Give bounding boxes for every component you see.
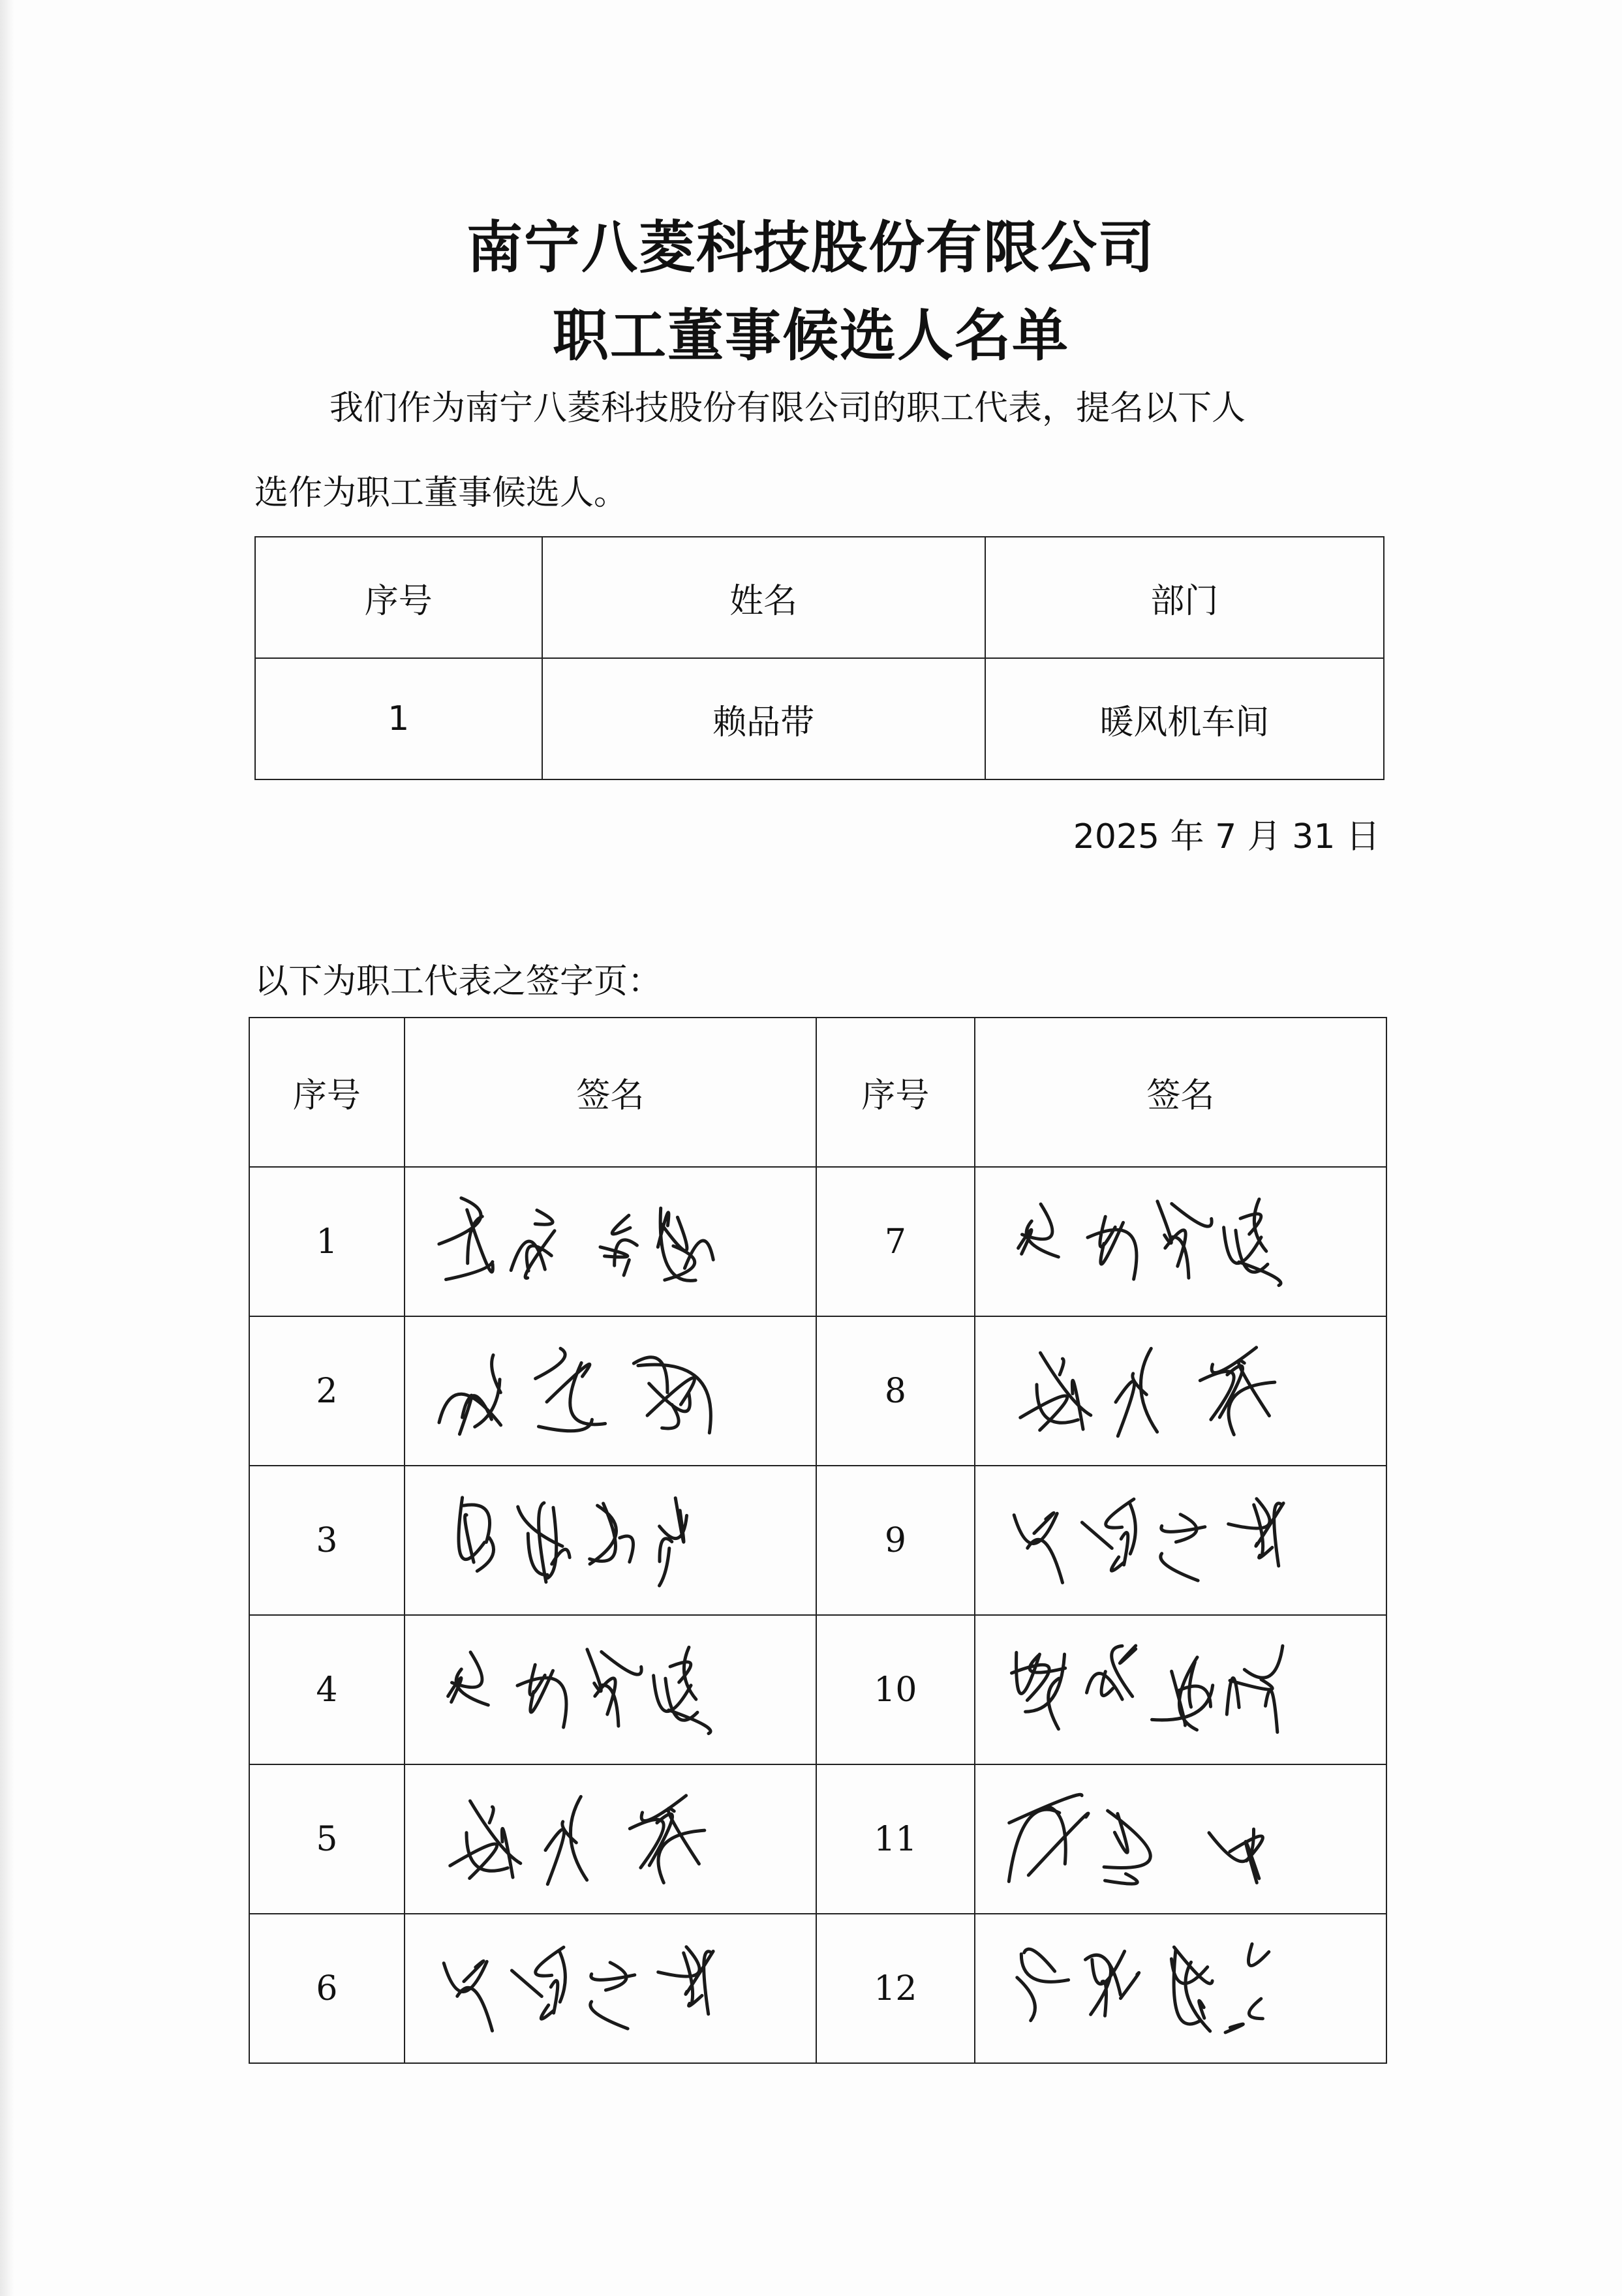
signature-left (405, 1615, 816, 1764)
handwritten-signature-image (425, 1177, 738, 1308)
signature-index-right: 8 (816, 1316, 975, 1466)
handwritten-signature-image (425, 1924, 738, 2055)
intro-line-2: 选作为职工董事候选人。 (254, 474, 628, 513)
nominee-name: 赖品带 (542, 658, 985, 779)
signature-index-right: 9 (816, 1466, 975, 1615)
intro-line-1: 我们作为南宁八菱科技股份有限公司的职工代表，提名以下人 (329, 389, 1246, 428)
signature-index-left: 2 (249, 1316, 405, 1466)
handwritten-signature-image (995, 1476, 1308, 1607)
header-department: 部门 (985, 537, 1384, 658)
header-name: 姓名 (542, 537, 985, 658)
signature-index-right: 11 (816, 1764, 975, 1914)
signature-right (975, 1316, 1386, 1466)
signature-right (975, 1764, 1386, 1914)
nominee-table (254, 536, 1385, 780)
handwritten-signature-image (995, 1327, 1308, 1457)
handwritten-signature-image (995, 1177, 1308, 1308)
signature-index-left: 5 (249, 1764, 405, 1914)
signature-row (249, 1316, 1386, 1466)
signature-left (405, 1914, 816, 2063)
signature-left (405, 1466, 816, 1615)
signature-intro: 以下为职工代表之签字页： (254, 962, 662, 1001)
signature-header-row (249, 1018, 1386, 1167)
signature-index-left: 4 (249, 1615, 405, 1764)
document-date: 2025 年 7 月 31 日 (1073, 817, 1380, 856)
nominee-header-row (255, 537, 1384, 658)
signature-index-left: 3 (249, 1466, 405, 1615)
signature-left (405, 1316, 816, 1466)
header-index-right: 序号 (816, 1018, 975, 1167)
signature-right (975, 1167, 1386, 1316)
header-index: 序号 (255, 537, 542, 658)
signature-right (975, 1615, 1386, 1764)
signature-row (249, 1914, 1386, 2063)
handwritten-signature-image (995, 1625, 1308, 1756)
signature-row (249, 1764, 1386, 1914)
handwritten-signature-image (425, 1625, 738, 1756)
nominee-row (255, 658, 1384, 779)
nominee-department: 暖风机车间 (985, 658, 1384, 779)
handwritten-signature-image (425, 1476, 738, 1607)
signature-index-left: 6 (249, 1914, 405, 2063)
document-title: 职工董事候选人名单 (553, 303, 1069, 369)
signature-index-left: 1 (249, 1167, 405, 1316)
header-index-left: 序号 (249, 1018, 405, 1167)
signature-right (975, 1466, 1386, 1615)
signature-left (405, 1167, 816, 1316)
handwritten-signature-image (995, 1924, 1308, 2055)
nominee-index: 1 (255, 658, 542, 779)
handwritten-signature-image (425, 1327, 738, 1457)
header-signature-right: 签名 (975, 1018, 1386, 1167)
company-title: 南宁八菱科技股份有限公司 (467, 215, 1155, 280)
header-signature-left: 签名 (405, 1018, 816, 1167)
signature-table (249, 1017, 1387, 2064)
signature-left (405, 1764, 816, 1914)
signature-index-right: 7 (816, 1167, 975, 1316)
signature-index-right: 10 (816, 1615, 975, 1764)
signature-row (249, 1167, 1386, 1316)
signature-right (975, 1914, 1386, 2063)
signature-row (249, 1466, 1386, 1615)
handwritten-signature-image (995, 1775, 1308, 1905)
signature-row (249, 1615, 1386, 1764)
signature-index-right: 12 (816, 1914, 975, 2063)
handwritten-signature-image (425, 1775, 738, 1905)
